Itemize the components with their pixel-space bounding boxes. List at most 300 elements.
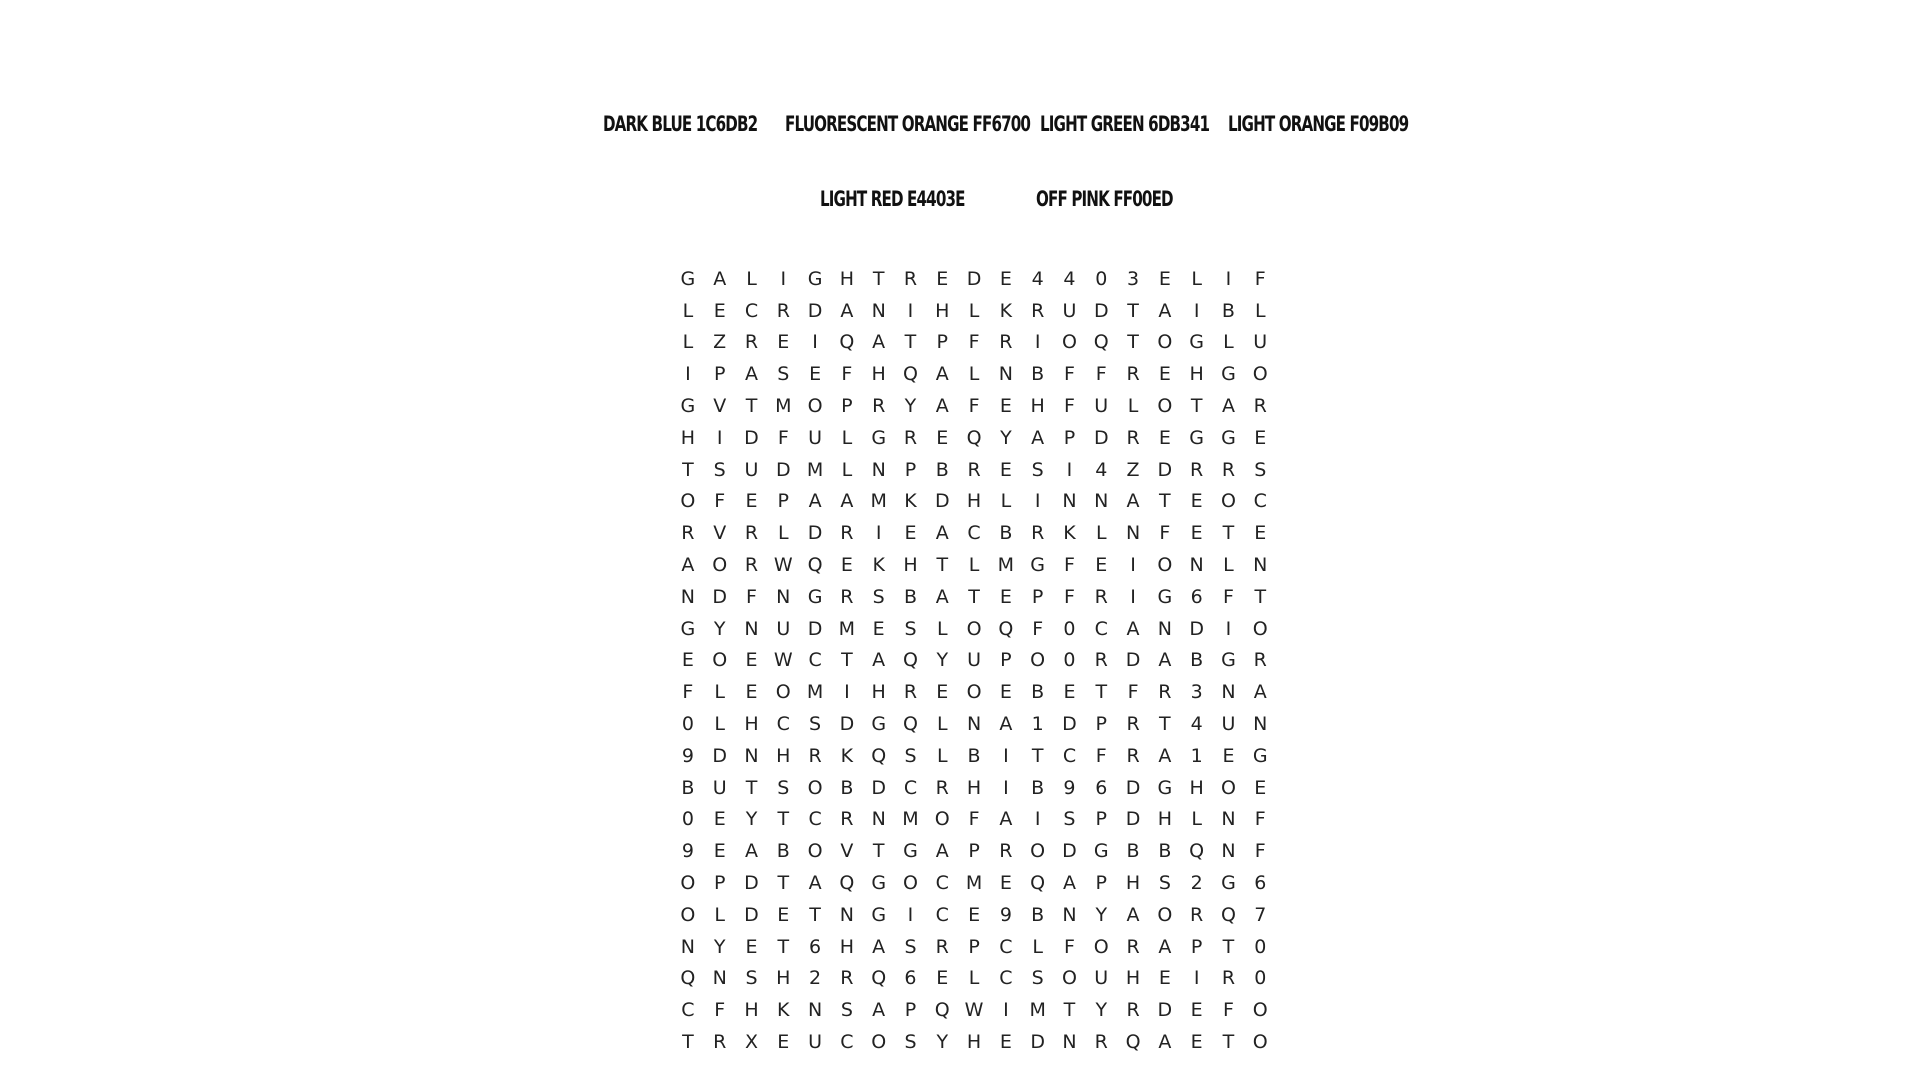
grid-letter-cell[interactable]: G — [1157, 585, 1173, 608]
grid-letter-cell[interactable]: R — [1126, 935, 1140, 958]
grid-letter-cell[interactable]: P — [1031, 585, 1044, 608]
grid-letter-cell[interactable]: B — [1221, 299, 1235, 322]
grid-letter-cell[interactable]: Y — [713, 935, 726, 958]
grid-letter-cell[interactable]: Q — [902, 363, 918, 386]
grid-letter-cell[interactable]: H — [776, 967, 791, 990]
grid-letter-cell[interactable]: E — [968, 903, 981, 926]
grid-letter-cell[interactable]: P — [904, 458, 917, 481]
grid-letter-cell[interactable]: N — [680, 585, 695, 608]
grid-letter-cell[interactable]: E — [936, 681, 949, 704]
grid-letter-cell[interactable]: T — [777, 935, 790, 958]
grid-letter-cell[interactable]: Q — [807, 554, 823, 577]
grid-letter-cell[interactable]: M — [838, 617, 856, 640]
grid-letter-cell[interactable]: O — [807, 395, 823, 418]
grid-letter-cell[interactable]: C — [1253, 490, 1267, 513]
grid-letter-cell[interactable]: L — [841, 426, 853, 449]
grid-letter-cell[interactable]: C — [840, 1031, 854, 1054]
grid-letter-cell[interactable]: H — [966, 1031, 982, 1054]
grid-letter-cell[interactable]: D — [807, 617, 823, 640]
grid-letter-cell[interactable]: D — [839, 713, 855, 736]
grid-letter-cell[interactable]: H — [839, 267, 855, 290]
grid-letter-cell[interactable]: N — [776, 585, 791, 608]
grid-letter-cell[interactable]: L — [1223, 331, 1234, 354]
grid-letter-cell[interactable]: S — [745, 967, 758, 990]
grid-letter-cell[interactable]: X — [744, 1031, 758, 1054]
grid-letter-cell[interactable]: O — [807, 776, 823, 799]
grid-letter-cell[interactable]: U — [776, 617, 791, 640]
grid-letter-cell[interactable]: T — [936, 554, 949, 577]
grid-letter-cell[interactable]: G — [807, 267, 823, 290]
grid-letter-cell[interactable]: N — [1094, 490, 1109, 513]
grid-letter-cell[interactable]: G — [1189, 426, 1205, 449]
grid-letter-cell[interactable]: N — [1062, 903, 1077, 926]
grid-letter-cell[interactable]: E — [936, 967, 949, 990]
grid-letter-cell[interactable]: Z — [713, 331, 727, 354]
grid-letter-cell[interactable]: E — [713, 299, 726, 322]
grid-letter-cell[interactable]: H — [839, 935, 855, 958]
grid-letter-cell[interactable]: N — [680, 935, 695, 958]
grid-letter-cell[interactable]: N — [1125, 522, 1141, 545]
grid-letter-cell[interactable]: I — [1003, 744, 1009, 767]
grid-letter-cell[interactable]: M — [965, 872, 983, 895]
grid-letter-cell[interactable]: 6 — [904, 967, 917, 990]
grid-letter-cell[interactable]: L — [968, 299, 980, 322]
grid-letter-cell[interactable]: C — [935, 903, 949, 926]
grid-letter-cell[interactable]: L — [1000, 490, 1012, 513]
grid-letter-cell[interactable]: H — [680, 426, 696, 449]
grid-letter-cell[interactable]: Q — [871, 744, 887, 767]
grid-letter-cell[interactable]: Q — [934, 999, 950, 1022]
grid-letter-cell[interactable]: 9 — [999, 903, 1012, 926]
grid-letter-cell[interactable]: 3 — [1190, 681, 1203, 704]
grid-letter-cell[interactable]: B — [1126, 840, 1140, 863]
grid-letter-cell[interactable]: K — [840, 744, 854, 767]
grid-letter-cell[interactable]: L — [968, 363, 980, 386]
grid-letter-cell[interactable]: A — [713, 267, 727, 290]
grid-letter-cell[interactable]: 1 — [1031, 713, 1044, 736]
grid-letter-cell[interactable]: I — [780, 267, 787, 290]
grid-letter-cell[interactable]: S — [904, 744, 917, 767]
grid-letter-cell[interactable]: A — [1158, 1031, 1172, 1054]
grid-letter-cell[interactable]: C — [999, 967, 1013, 990]
grid-letter-cell[interactable]: L — [968, 554, 980, 577]
grid-letter-cell[interactable]: E — [999, 1031, 1012, 1054]
grid-letter-cell[interactable]: G — [871, 903, 887, 926]
grid-letter-cell[interactable]: L — [936, 713, 948, 736]
grid-letter-cell[interactable]: C — [681, 999, 695, 1022]
grid-letter-cell[interactable]: C — [935, 872, 949, 895]
grid-letter-cell[interactable]: T — [1254, 585, 1267, 608]
grid-letter-cell[interactable]: U — [967, 649, 982, 672]
grid-letter-cell[interactable]: N — [807, 999, 823, 1022]
grid-letter-cell[interactable]: S — [1158, 872, 1171, 895]
grid-letter-cell[interactable]: E — [999, 681, 1012, 704]
grid-letter-cell[interactable]: B — [776, 840, 790, 863]
grid-letter-cell[interactable]: C — [967, 522, 981, 545]
grid-letter-cell[interactable]: W — [773, 554, 793, 577]
grid-letter-cell[interactable]: A — [744, 840, 758, 863]
grid-letter-cell[interactable]: P — [968, 935, 980, 958]
grid-letter-cell[interactable]: N — [966, 713, 982, 736]
grid-letter-cell[interactable]: I — [1034, 331, 1041, 354]
grid-letter-cell[interactable]: 0 — [1254, 935, 1267, 958]
grid-letter-cell[interactable]: R — [1126, 426, 1140, 449]
grid-letter-cell[interactable]: M — [806, 681, 824, 704]
grid-letter-cell[interactable]: F — [1222, 585, 1234, 608]
grid-letter-cell[interactable]: N — [744, 617, 759, 640]
grid-letter-cell[interactable]: E — [1190, 999, 1203, 1022]
grid-letter-cell[interactable]: H — [871, 681, 886, 704]
grid-letter-cell[interactable]: D — [1189, 617, 1204, 640]
grid-letter-cell[interactable]: H — [744, 999, 759, 1022]
grid-letter-cell[interactable]: E — [777, 903, 790, 926]
grid-letter-cell[interactable]: S — [904, 617, 917, 640]
grid-letter-cell[interactable]: R — [1221, 458, 1236, 481]
grid-letter-cell[interactable]: N — [1062, 490, 1077, 513]
grid-letter-cell[interactable]: U — [744, 458, 759, 481]
grid-letter-cell[interactable]: N — [1221, 808, 1236, 831]
grid-letter-cell[interactable]: D — [871, 776, 886, 799]
grid-letter-cell[interactable]: Q — [1093, 331, 1109, 354]
grid-letter-cell[interactable]: R — [903, 267, 918, 290]
grid-letter-cell[interactable]: O — [1157, 331, 1173, 354]
grid-letter-cell[interactable]: N — [839, 903, 854, 926]
grid-letter-cell[interactable]: R — [935, 935, 949, 958]
grid-letter-cell[interactable]: N — [871, 808, 886, 831]
grid-letter-cell[interactable]: T — [904, 331, 917, 354]
grid-letter-cell[interactable]: F — [841, 363, 853, 386]
grid-letter-cell[interactable]: R — [1126, 713, 1140, 736]
grid-letter-cell[interactable]: H — [1189, 776, 1204, 799]
grid-letter-cell[interactable]: O — [1061, 331, 1077, 354]
grid-letter-cell[interactable]: 0 — [1063, 649, 1076, 672]
grid-letter-cell[interactable]: T — [1127, 331, 1139, 354]
grid-letter-cell[interactable]: G — [807, 585, 823, 608]
grid-letter-cell[interactable]: O — [1157, 554, 1173, 577]
grid-letter-cell[interactable]: L — [936, 617, 948, 640]
grid-letter-cell[interactable]: A — [840, 490, 854, 513]
grid-letter-cell[interactable]: A — [1221, 395, 1235, 418]
grid-letter-cell[interactable]: O — [1157, 903, 1173, 926]
grid-letter-cell[interactable]: A — [744, 363, 758, 386]
grid-letter-cell[interactable]: S — [1031, 458, 1044, 481]
grid-letter-cell[interactable]: M — [1029, 999, 1046, 1022]
grid-letter-cell[interactable]: C — [776, 713, 790, 736]
grid-letter-cell[interactable]: O — [1093, 935, 1109, 958]
grid-letter-cell[interactable]: L — [682, 331, 694, 354]
grid-letter-cell[interactable]: I — [1193, 967, 1200, 990]
grid-letter-cell[interactable]: F — [1032, 617, 1044, 640]
grid-letter-cell[interactable]: Q — [1189, 840, 1205, 863]
grid-letter-cell[interactable]: A — [1158, 299, 1172, 322]
grid-letter-cell[interactable]: D — [807, 522, 823, 545]
grid-letter-cell[interactable]: O — [966, 681, 982, 704]
grid-letter-cell[interactable]: Q — [902, 713, 918, 736]
grid-letter-cell[interactable]: R — [1126, 999, 1140, 1022]
grid-letter-cell[interactable]: D — [934, 490, 950, 513]
grid-letter-cell[interactable]: O — [1220, 490, 1236, 513]
grid-letter-cell[interactable]: S — [777, 776, 790, 799]
grid-letter-cell[interactable]: L — [714, 681, 725, 704]
grid-letter-cell[interactable]: A — [872, 649, 886, 672]
grid-letter-cell[interactable]: A — [935, 840, 949, 863]
grid-letter-cell[interactable]: N — [1157, 617, 1172, 640]
grid-letter-cell[interactable]: G — [1093, 840, 1109, 863]
grid-letter-cell[interactable]: E — [999, 585, 1012, 608]
grid-letter-cell[interactable]: R — [1094, 649, 1108, 672]
grid-letter-cell[interactable]: 0 — [1254, 967, 1267, 990]
grid-letter-cell[interactable]: G — [1221, 872, 1236, 895]
grid-letter-cell[interactable]: Y — [1095, 999, 1108, 1022]
grid-letter-cell[interactable]: U — [808, 1031, 823, 1054]
grid-letter-cell[interactable]: E — [1095, 554, 1108, 577]
grid-letter-cell[interactable]: B — [1190, 649, 1204, 672]
grid-letter-cell[interactable]: B — [967, 744, 981, 767]
grid-letter-cell[interactable]: D — [744, 903, 759, 926]
grid-letter-cell[interactable]: T — [777, 872, 790, 895]
grid-letter-cell[interactable]: E — [1254, 426, 1267, 449]
grid-letter-cell[interactable]: N — [712, 967, 727, 990]
grid-letter-cell[interactable]: T — [1159, 713, 1171, 736]
grid-letter-cell[interactable]: E — [745, 681, 758, 704]
grid-letter-cell[interactable]: E — [713, 840, 726, 863]
grid-letter-cell[interactable]: R — [1158, 681, 1172, 704]
grid-letter-cell[interactable]: I — [716, 426, 723, 449]
grid-letter-cell[interactable]: R — [967, 458, 981, 481]
grid-letter-cell[interactable]: H — [744, 713, 759, 736]
grid-letter-cell[interactable]: O — [807, 840, 823, 863]
grid-letter-cell[interactable]: E — [1063, 681, 1076, 704]
grid-letter-cell[interactable]: R — [1126, 363, 1140, 386]
grid-letter-cell[interactable]: E — [1158, 267, 1171, 290]
grid-letter-cell[interactable]: S — [840, 999, 853, 1022]
grid-letter-cell[interactable]: N — [1062, 1031, 1077, 1054]
grid-letter-cell[interactable]: H — [776, 744, 791, 767]
grid-letter-cell[interactable]: Z — [1126, 458, 1140, 481]
grid-letter-cell[interactable]: B — [999, 522, 1013, 545]
grid-letter-cell[interactable]: E — [1222, 744, 1235, 767]
grid-letter-cell[interactable]: E — [1190, 490, 1203, 513]
grid-letter-cell[interactable]: I — [844, 681, 850, 704]
grid-letter-cell[interactable]: I — [907, 299, 914, 322]
grid-letter-cell[interactable]: Y — [713, 617, 726, 640]
grid-letter-cell[interactable]: 4 — [1031, 267, 1044, 290]
grid-letter-cell[interactable]: R — [1094, 585, 1108, 608]
grid-letter-cell[interactable]: R — [744, 522, 759, 545]
grid-letter-cell[interactable]: U — [1221, 713, 1236, 736]
grid-letter-cell[interactable]: T — [968, 585, 980, 608]
grid-letter-cell[interactable]: D — [966, 267, 982, 290]
grid-letter-cell[interactable]: 6 — [1190, 585, 1203, 608]
grid-letter-cell[interactable]: T — [1127, 299, 1139, 322]
grid-letter-cell[interactable]: E — [1158, 967, 1171, 990]
grid-letter-cell[interactable]: C — [1094, 617, 1108, 640]
grid-letter-cell[interactable]: 4 — [1190, 713, 1203, 736]
grid-letter-cell[interactable]: T — [682, 1031, 694, 1054]
grid-letter-cell[interactable]: A — [999, 713, 1013, 736]
grid-letter-cell[interactable]: P — [777, 490, 790, 513]
grid-letter-cell[interactable]: E — [936, 267, 949, 290]
grid-letter-cell[interactable]: W — [773, 649, 793, 672]
grid-letter-cell[interactable]: H — [1157, 808, 1172, 831]
grid-letter-cell[interactable]: H — [1125, 872, 1141, 895]
grid-letter-cell[interactable]: V — [713, 522, 727, 545]
grid-letter-cell[interactable]: R — [903, 426, 918, 449]
grid-letter-cell[interactable]: H — [966, 490, 982, 513]
grid-letter-cell[interactable]: I — [1193, 299, 1200, 322]
grid-letter-cell[interactable]: L — [1127, 395, 1139, 418]
grid-letter-cell[interactable]: T — [1222, 935, 1235, 958]
grid-letter-cell[interactable]: B — [840, 776, 854, 799]
grid-letter-cell[interactable]: E — [1254, 522, 1267, 545]
grid-letter-cell[interactable]: Q — [1125, 1031, 1141, 1054]
grid-letter-cell[interactable]: O — [680, 872, 696, 895]
grid-letter-cell[interactable]: R — [935, 776, 949, 799]
grid-letter-cell[interactable]: I — [1225, 617, 1232, 640]
grid-letter-cell[interactable]: B — [1031, 903, 1045, 926]
grid-letter-cell[interactable]: F — [1127, 681, 1139, 704]
grid-letter-cell[interactable]: F — [714, 999, 726, 1022]
grid-letter-cell[interactable]: G — [1221, 363, 1236, 386]
grid-letter-cell[interactable]: T — [1031, 744, 1044, 767]
grid-letter-cell[interactable]: F — [968, 808, 980, 831]
grid-letter-cell[interactable]: H — [935, 299, 950, 322]
grid-letter-cell[interactable]: H — [871, 363, 886, 386]
grid-letter-cell[interactable]: T — [841, 649, 853, 672]
grid-letter-cell[interactable]: F — [1222, 999, 1234, 1022]
grid-letter-cell[interactable]: L — [1191, 808, 1202, 831]
grid-letter-cell[interactable]: P — [968, 840, 980, 863]
grid-letter-cell[interactable]: T — [745, 776, 758, 799]
grid-letter-cell[interactable]: E — [1158, 363, 1171, 386]
grid-letter-cell[interactable]: O — [1061, 967, 1077, 990]
grid-letter-cell[interactable]: H — [1030, 395, 1045, 418]
grid-letter-cell[interactable]: F — [1095, 744, 1107, 767]
grid-letter-cell[interactable]: R — [776, 299, 790, 322]
grid-letter-cell[interactable]: K — [777, 999, 790, 1022]
grid-letter-cell[interactable]: Q — [998, 617, 1014, 640]
grid-letter-cell[interactable]: S — [904, 935, 917, 958]
grid-letter-cell[interactable]: 9 — [681, 840, 694, 863]
grid-letter-cell[interactable]: C — [744, 299, 759, 322]
grid-letter-cell[interactable]: P — [1095, 808, 1107, 831]
grid-letter-cell[interactable]: 9 — [1063, 776, 1076, 799]
grid-letter-cell[interactable]: O — [1252, 1031, 1268, 1054]
grid-letter-cell[interactable]: O — [1030, 649, 1046, 672]
grid-letter-cell[interactable]: G — [903, 840, 918, 863]
grid-letter-cell[interactable]: A — [1126, 490, 1140, 513]
grid-letter-cell[interactable]: A — [935, 585, 949, 608]
grid-letter-cell[interactable]: G — [1252, 744, 1268, 767]
grid-letter-cell[interactable]: O — [712, 554, 728, 577]
grid-letter-cell[interactable]: F — [1095, 363, 1107, 386]
grid-letter-cell[interactable]: E — [840, 554, 853, 577]
grid-letter-cell[interactable]: F — [1063, 395, 1075, 418]
grid-letter-cell[interactable]: S — [904, 1031, 917, 1054]
grid-letter-cell[interactable]: O — [966, 617, 982, 640]
grid-letter-cell[interactable]: F — [1254, 808, 1266, 831]
grid-letter-cell[interactable]: D — [1157, 999, 1173, 1022]
grid-letter-cell[interactable]: C — [903, 776, 918, 799]
grid-letter-cell[interactable]: Y — [904, 395, 917, 418]
grid-letter-cell[interactable]: 6 — [1095, 776, 1108, 799]
grid-letter-cell[interactable]: E — [777, 1031, 790, 1054]
grid-letter-cell[interactable]: G — [680, 267, 696, 290]
grid-letter-cell[interactable]: D — [1062, 840, 1077, 863]
grid-letter-cell[interactable]: E — [1158, 426, 1171, 449]
grid-letter-cell[interactable]: A — [1126, 617, 1140, 640]
grid-letter-cell[interactable]: N — [1253, 713, 1268, 736]
grid-letter-cell[interactable]: D — [1157, 458, 1173, 481]
grid-letter-cell[interactable]: Q — [680, 967, 696, 990]
grid-letter-cell[interactable]: S — [777, 363, 790, 386]
grid-letter-cell[interactable]: M — [806, 458, 824, 481]
grid-letter-cell[interactable]: F — [968, 395, 980, 418]
grid-letter-cell[interactable]: L — [936, 744, 948, 767]
grid-letter-cell[interactable]: 4 — [1063, 267, 1076, 290]
grid-letter-cell[interactable]: B — [903, 585, 917, 608]
grid-letter-cell[interactable]: C — [808, 808, 822, 831]
grid-letter-cell[interactable]: 7 — [1254, 903, 1267, 926]
grid-letter-cell[interactable]: G — [1030, 554, 1046, 577]
grid-letter-cell[interactable]: S — [1254, 458, 1267, 481]
grid-letter-cell[interactable]: A — [1031, 426, 1045, 449]
grid-letter-cell[interactable]: A — [1253, 681, 1267, 704]
grid-letter-cell[interactable]: R — [840, 808, 854, 831]
grid-letter-cell[interactable]: I — [1130, 585, 1136, 608]
grid-letter-cell[interactable]: N — [1221, 681, 1236, 704]
grid-letter-cell[interactable]: G — [1221, 649, 1236, 672]
grid-letter-cell[interactable]: G — [680, 617, 696, 640]
grid-letter-cell[interactable]: A — [872, 935, 886, 958]
grid-letter-cell[interactable]: A — [1126, 903, 1140, 926]
grid-letter-cell[interactable]: T — [872, 840, 885, 863]
grid-letter-cell[interactable]: D — [775, 458, 791, 481]
grid-letter-cell[interactable]: I — [1034, 808, 1041, 831]
grid-letter-cell[interactable]: T — [682, 458, 694, 481]
grid-letter-cell[interactable]: Q — [871, 967, 887, 990]
grid-letter-cell[interactable]: T — [777, 808, 790, 831]
grid-letter-cell[interactable]: A — [1062, 872, 1076, 895]
grid-letter-cell[interactable]: R — [808, 744, 822, 767]
grid-letter-cell[interactable]: A — [840, 299, 854, 322]
grid-letter-cell[interactable]: R — [999, 331, 1013, 354]
grid-letter-cell[interactable]: G — [1189, 331, 1205, 354]
grid-letter-cell[interactable]: E — [713, 808, 726, 831]
grid-letter-cell[interactable]: P — [904, 999, 917, 1022]
grid-letter-cell[interactable]: H — [1189, 363, 1204, 386]
grid-letter-cell[interactable]: K — [904, 490, 917, 513]
grid-letter-cell[interactable]: R — [840, 522, 854, 545]
grid-letter-cell[interactable]: L — [1254, 299, 1266, 322]
grid-letter-cell[interactable]: A — [681, 554, 695, 577]
grid-letter-cell[interactable]: V — [840, 840, 854, 863]
grid-letter-cell[interactable]: I — [875, 522, 882, 545]
grid-letter-cell[interactable]: H — [1125, 967, 1141, 990]
grid-letter-cell[interactable]: T — [1222, 522, 1235, 545]
grid-letter-cell[interactable]: K — [872, 554, 885, 577]
grid-letter-cell[interactable]: R — [744, 554, 759, 577]
grid-letter-cell[interactable]: N — [871, 299, 886, 322]
grid-letter-cell[interactable]: 6 — [1254, 872, 1267, 895]
grid-letter-cell[interactable]: L — [1223, 554, 1234, 577]
grid-letter-cell[interactable]: W — [964, 999, 984, 1022]
grid-letter-cell[interactable]: D — [1125, 808, 1141, 831]
grid-letter-cell[interactable]: D — [807, 299, 823, 322]
grid-letter-cell[interactable]: E — [777, 331, 790, 354]
grid-letter-cell[interactable]: L — [841, 458, 853, 481]
grid-letter-cell[interactable]: N — [998, 363, 1013, 386]
